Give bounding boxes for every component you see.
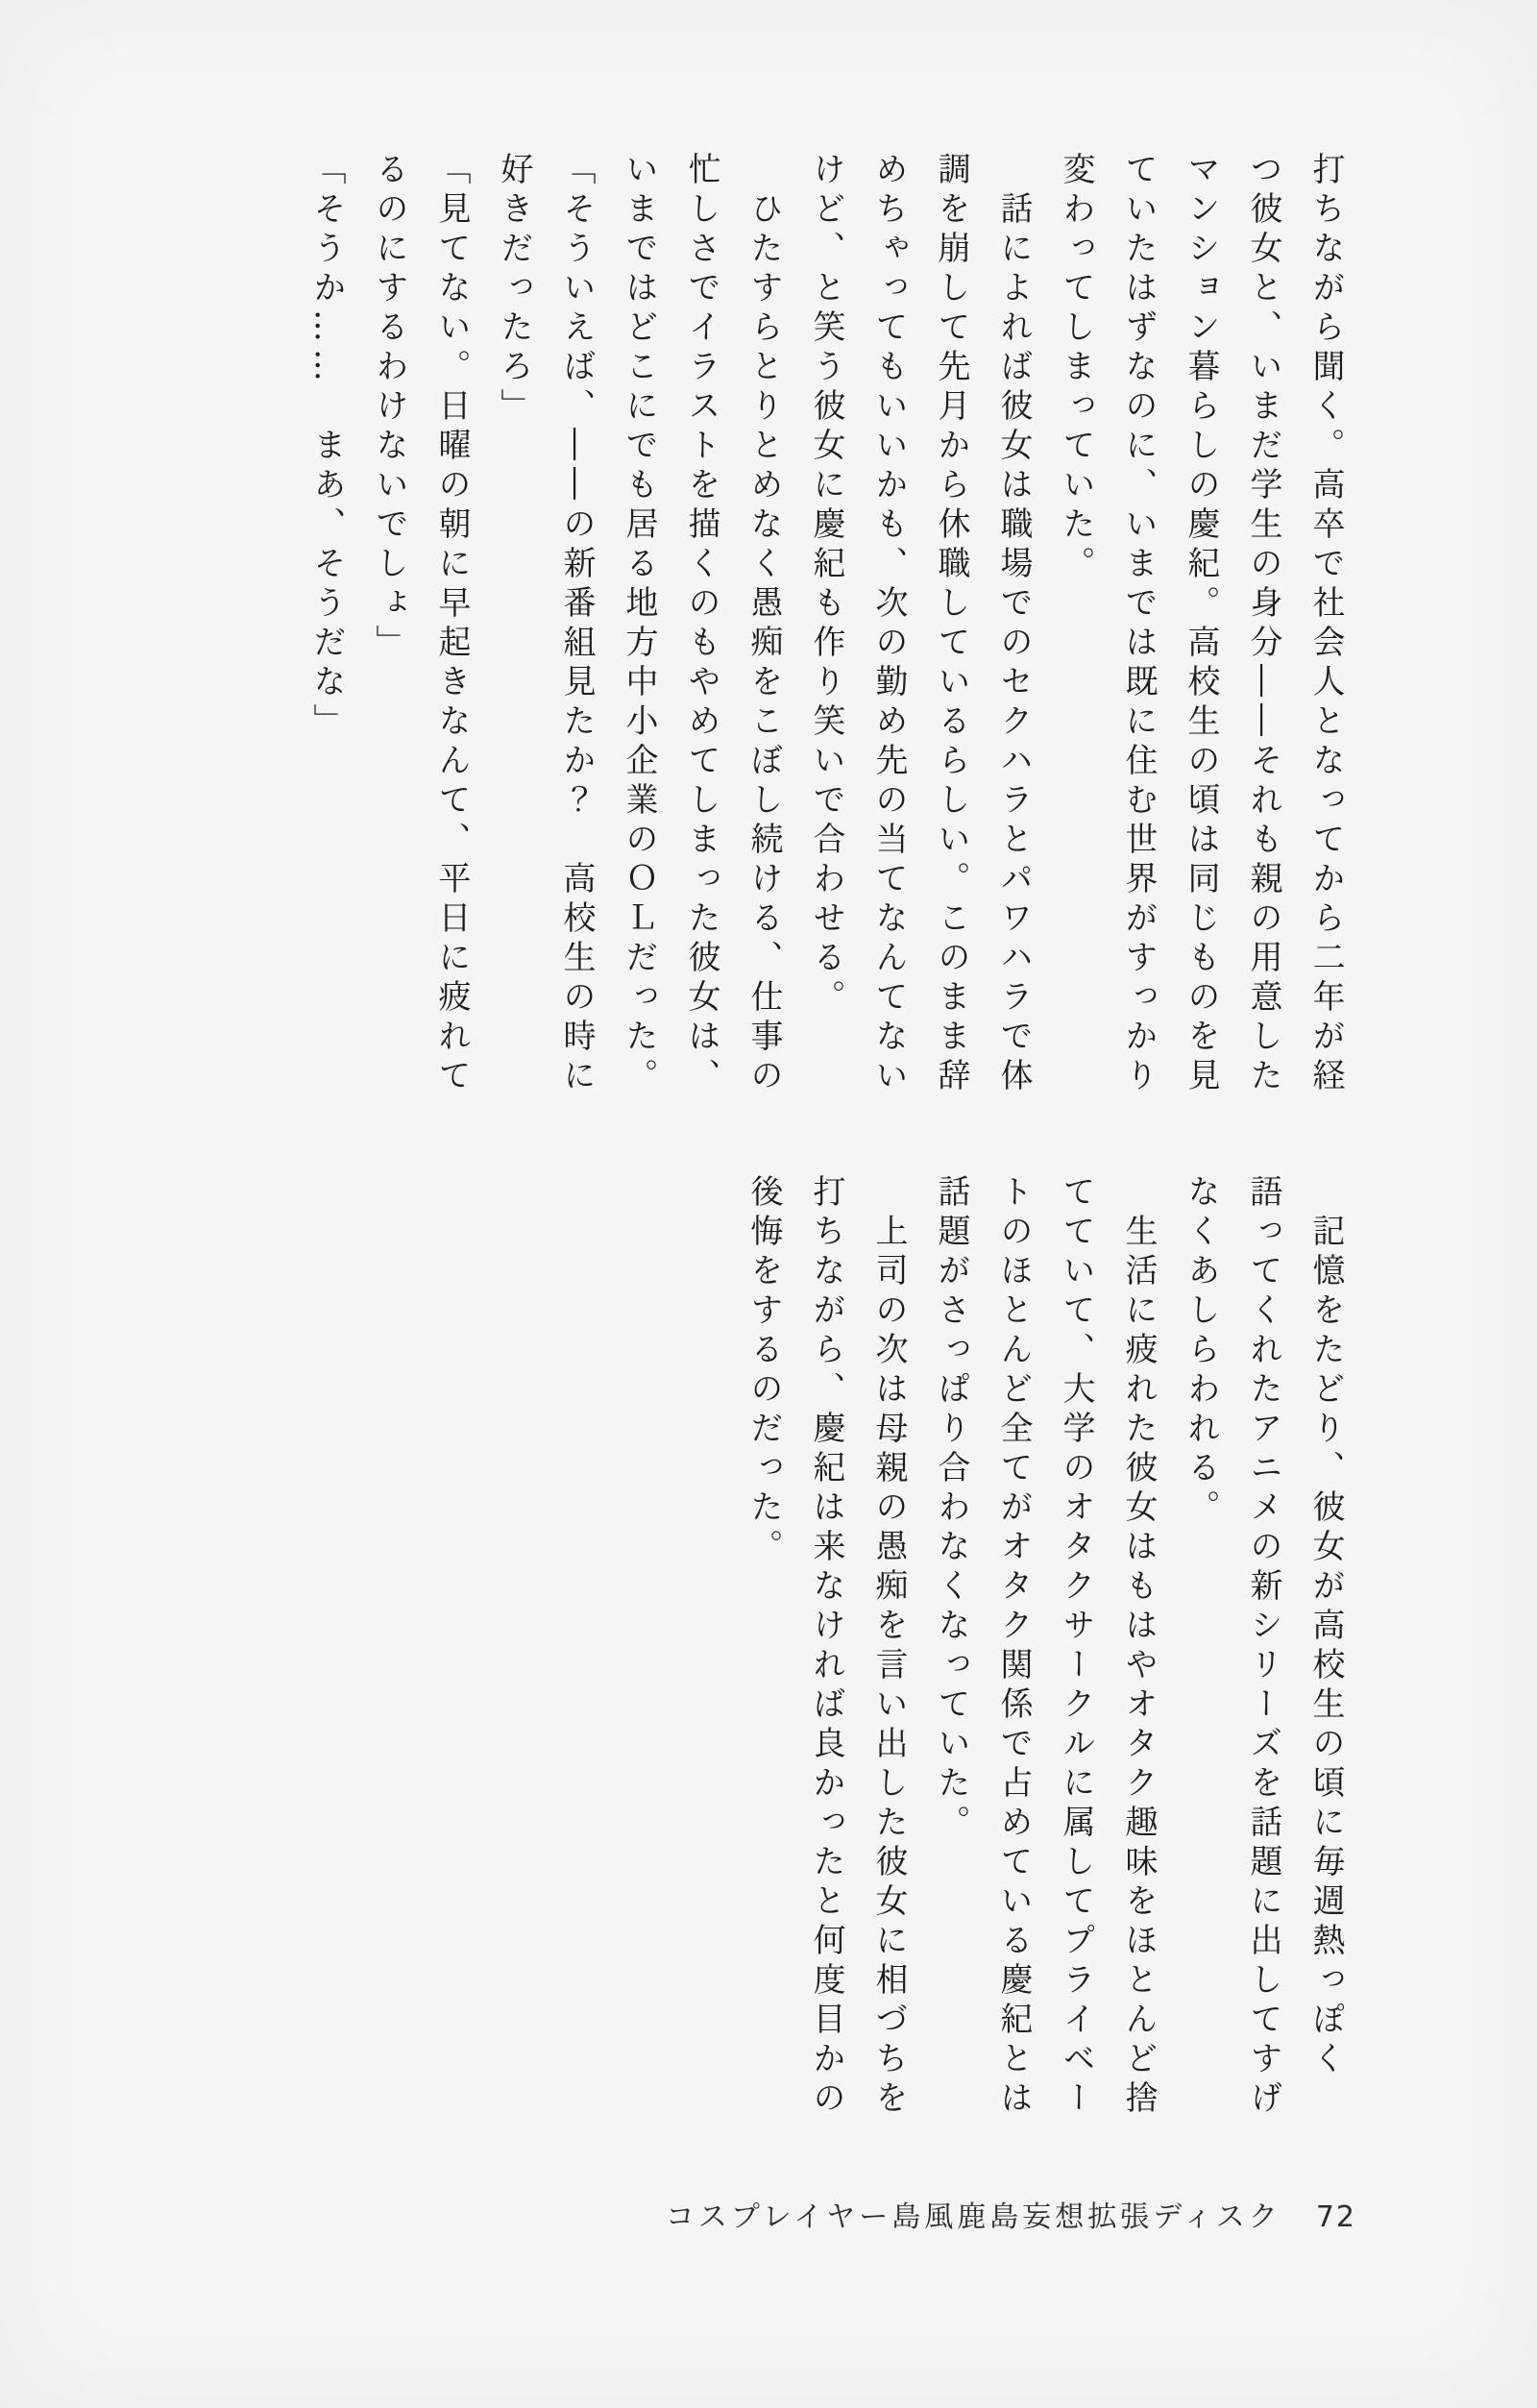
bottom-text-block xyxy=(732,1174,1356,2135)
text-column: けど、と笑う彼女に慶紀も作り笑いで合わせる。 xyxy=(807,152,845,1019)
text-column: 語ってくれたアニメの新シリーズを話題に出してすげ xyxy=(1244,1174,1282,2120)
running-title: コスプレイヤー島風鹿島妄想拡張ディスク xyxy=(665,2200,1281,2234)
text-column: てていて、大学のオタクサークルに属してプライベー xyxy=(1057,1174,1095,2120)
text-column: 話によれば彼女は職場でのセクハラとパワハラで体 xyxy=(994,152,1033,1097)
top-text-block xyxy=(295,152,1356,1113)
text-column: 記憶をたどり、彼女が高校生の頃に毎週熱っぽく xyxy=(1306,1174,1345,2080)
text-column: 「見てない。日曜の朝に早起きなんて、平日に疲れて xyxy=(432,152,471,1097)
text-column: なくあしらわれる。 xyxy=(1182,1174,1220,1529)
text-column: 「そうか…… まあ、そうだな」 xyxy=(307,152,346,743)
text-column: 打ちながら聞く。高卒で社会人となってから二年が経 xyxy=(1306,152,1345,1097)
text-column: つ彼女と、いまだ学生の身分――それも親の用意した xyxy=(1244,152,1282,1097)
page-number: 72 xyxy=(1315,2200,1356,2234)
page-footer xyxy=(666,2193,1356,2235)
text-column: 上司の次は母親の愚痴を言い出した彼女に相づちを xyxy=(869,1174,908,2120)
text-column: いまではどこにでも居る地方中小企業のＯＬだった。 xyxy=(620,152,658,1097)
text-column: 話題がさっぱり合わなくなっていた。 xyxy=(932,1174,970,1844)
text-column: 調を崩して先月から休職しているらしい。このまま辞 xyxy=(932,152,970,1097)
text-column: 生活に疲れた彼女はもはやオタク趣味をほとんど捨 xyxy=(1119,1174,1158,2120)
text-column: 変わってしまっていた。 xyxy=(1057,152,1095,585)
text-column: ひたすらとりとめなく愚痴をこぼし続ける、仕事の xyxy=(744,152,783,1097)
text-column: 後悔をするのだった。 xyxy=(744,1174,783,1568)
text-column: 「そういえば、――の新番組見たか？ 高校生の時に xyxy=(557,152,596,1097)
text-column: マンション暮らしの慶紀。高校生の頃は同じものを見 xyxy=(1182,152,1220,1097)
text-column: ていたはずなのに、いまでは既に住む世界がすっかり xyxy=(1119,152,1158,1097)
text-column: るのにするわけないでしょ」 xyxy=(370,152,408,664)
text-column: めちゃってもいいかも、次の勤め先の当てなんてない xyxy=(869,152,908,1097)
text-column: トのほとんど全てがオタク関係で占めている慶紀とは xyxy=(994,1174,1033,2120)
text-column: 打ちながら、慶紀は来なければ良かったと何度目かの xyxy=(807,1174,845,2120)
text-column: 忙しさでイラストを描くのもやめてしまった彼女は、 xyxy=(682,152,720,1097)
text-column: 好きだったろ」 xyxy=(495,152,533,428)
